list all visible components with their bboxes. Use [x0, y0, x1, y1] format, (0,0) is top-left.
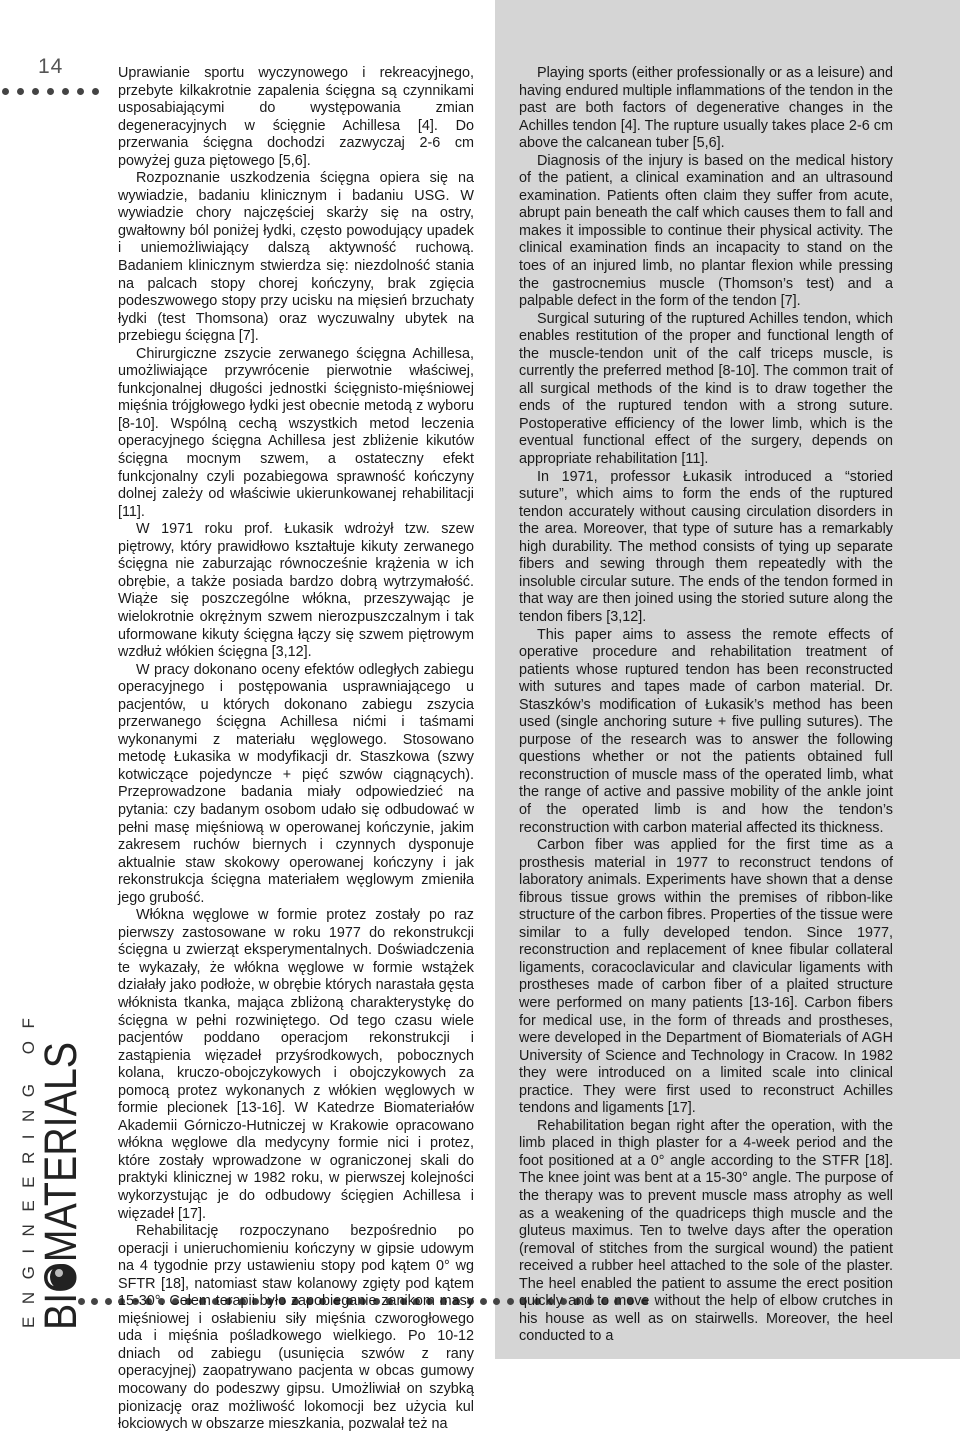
paragraph: Uprawianie sportu wyczynowego i rekreacyjnego, przebyte kilkakrotnie zapalenia ścięgna są czynnikami usposabiającymi do występowania zmian degeneracyjnych w ścięgnie Achillesa [4]. Do przerwania ścięgna dochodzi zazwyczaj 2-6 cm powyżej guza piętowego [5,6].: [118, 65, 474, 169]
paragraph: Chirurgiczne zszycie zerwanego ścięgna Achillesa, umożliwiające przywrócenie pierwotnie właściwej, funkcjonalnej długości jednostki ścięgnisto-mięśniowej mięśnia trójgłowego łydki jest obecnie metodą z wyboru [8-10]. Wspólną cechą wszystkich metod leczenia operacyjnego ścięgna Achillesa jest zbliżenie kikutów ścięgna mocnym szwem, a ostateczny efekt funkcjonalny czyli pozabiegowa sprawność kończyny dolnej zależy od właściwie ukierunkowanej rehabilitacji [11].: [118, 345, 474, 520]
decorative-dot: [32, 88, 39, 95]
english-text-column: [519, 65, 893, 1346]
paragraph: Carbon fiber was applied for the first time as a prosthesis material in 1977 to reconstruct tendons of laboratory animals. Experiments have shown that a dense fibrous tissue grows within the premises of ribbon-like structure of the carbon fibres. Properties of the tissue were similar to a fully developed tendon. Since 1977, reconstruction and replacement of knee fibular collateral ligaments, coracoclavicular and clavicular ligaments with prostheses made of carbon fiber of a plaited structure were performed on many patients [13-16]. Carbon fibers for medical use, in the form of threads and prostheses, were developed in the Department of Biomaterials of AGH University of Science and Technology in Cracow. In 1982 they were introduced on a limited scale into clinical practice. They were first used to reconstruct Achilles tendons and ligaments [17].: [519, 837, 893, 1117]
decorative-dot: [480, 1298, 487, 1305]
paragraph: This paper aims to assess the remote effects of operative procedure and rehabilitation treatment of patients whose ruptured tendon has been reconstructed with sutures and tapes made of carbon material. Dr. Staszków’s modification of Łukasik’s method has been used (single anchoring suture + five pulling sutures). The purpose of the research was to answer the following questions whether or not the patients obtained full reconstruction of muscle mass of the operated limb, what the range of active and passive mobility of the ankle joint of the operated limb is and how the tendon’s reconstruction with carbon material affected its thickness.: [519, 626, 893, 836]
decorative-dot: [47, 88, 54, 95]
decorative-dot: [493, 1298, 500, 1305]
journal-logo: [14, 1000, 86, 1330]
paragraph: Playing sports (either professionally or as a leisure) and having endured multiple inflammations of the tendon in the past are both factors of degenerative changes in the Achilles tendon [4]. The rupture usually takes place 2-6 cm above the calcanean tuber [5,6].: [519, 65, 893, 152]
paragraph: Diagnosis of the injury is based on the medical history of the patient, a clinical examination and an ultrasound examination. Patients often claim they suffer from acute, abrupt pain beneath the calf which causes them to fall and makes it impossible to continue their physical activity. The clinical examination finds an incapacity to stand on the toes of an injured limb, no plantar flexion while pressing the gastrocnemius muscle (Thomson’s test) and a palpable defect in the form of the tendon [7].: [519, 152, 893, 310]
paragraph: W 1971 roku prof. Łukasik wdrożył tzw. szew piętrowy, który prawidłowo kształtuje kikuty zerwanego ścięgna nie zaburzając równocześnie krążenia w ich obrębie, a także posiada bardzo dobrą wytrzymałość. Wiąże się poszczególne włókna, przeszywając je wielokrotnie okrężnym szwem nierozpuszczalnym i tak uformowane kikuty ścięgna łączy się szwem piętrowym wzdłuż włókien ścięgna [3,12].: [118, 521, 474, 661]
decorative-dot: [105, 1298, 112, 1305]
paragraph: W pracy dokonano oceny efektów odległych zabiegu operacyjnego i postępowania usprawniającego u pacjentów, u których dokonano zabiegu zszycia przerwanego ścięgna Achillesa nićmi i taśmami wykonanymi z materiału węglowego. Stosowano metodę Łukasika w modyfikacji dr. Staszkowa (szwy kotwiczące pojedyncze + pięć szwów ciągnących). Przeprowadzone badania miały odpowiedzieć na pytania: czy badanym osobom udało się odbudować w pełni masę mięśniową w operowanej kończynie, jakim zakresem ruchów biernych i czynnych dysponuje aktualnie staw skokowy operowanej kończyny i jak rekonstrukcja ścięgna materiałem węglowym zmieniła jego grubość.: [118, 661, 474, 906]
paragraph: Rozpoznanie uszkodzenia ścięgna opiera się na wywiadzie, badaniu klinicznym i badaniu USG. W wywiadzie chory najczęściej skarży się na ostry, gwałtowny ból poniżej łydki, często powodujący upadek i uniemożliwiający dalszą aktywność ruchową. Badaniem klinicznym stwierdza się: niezdolność stania na palcach stopy chorej kończyny, brak zgięcia podeszwowego stopy przy ucisku na mięsień brzuchaty łydki (test Thomsona) oraz wyczuwalny ubytek na przebiegu ścięgna [7].: [118, 170, 474, 345]
polish-text-column: [118, 65, 474, 1434]
paragraph: Surgical suturing of the ruptured Achilles tendon, which enables restitution of the proper and functional length of the muscle-tendon unit of the calf triceps muscle, is currently the preferred method [8-10]. The common trait of all surgical methods of the kind is to draw together the ends of the ruptured tendon with a strong suture. Postoperative efficiency of the lower limb, which is the eventual functional effect of the surgery, depends on appropriate rehabilitation [11].: [519, 310, 893, 468]
decorative-dot: [17, 88, 24, 95]
dot-row-top: [0, 88, 112, 98]
paragraph: In 1971, professor Łukasik introduced a “storied suture”, which aims to form the ends of the ruptured tendon accurately without causing circulation disorders in the area. Moreover, that type of suture has a remarkably high durability. The method consists of tying up separate fibers and sewing through them repeatedly with the insoluble circular suture. The ends of the tendon formed in that way are then joined using the storied suture along the tendon fibers [3,12].: [519, 468, 893, 625]
logo-top-text: ENGINEERING OF: [19, 1005, 38, 1328]
decorative-dot: [77, 88, 84, 95]
paragraph: Włókna węglowe w formie protez zostały po raz pierwszy zastosowane w roku 1977 do rekonstrukcji ścięgna u zwierząt eksperymentalnych. Doświadczenia te wykazały, że włókna węglowe w formie wstążek działały jako podłoże, w obrębie których narastała gęsta włóknista tkanka, mająca zbliżoną charakterystykę do ścięgna w pełni rozwiniętego. Od tego czasu wiele pacjentów poddano operacjom rekonstrukcji i zastąpienia więzadeł przyśrodkowych, pobocznych kolana, kruczo-obojczykowych i obojczykowych za pomocą protez wykonanych z włókien węglowych w formie plecionek [13-16]. W Katedrze Biomateriałów Akademii Górniczo-Hutniczej w Krakowie opracowano włókna węglowe dla medycyny formie nici i protez, które zostały wprowadzone w ograniczonej skali do praktyki klinicznej w 1982 roku, w pierwszej kolejności wykorzystując je do odbudowy ścięgien Achillesa i więzadeł [17].: [118, 907, 474, 1222]
decorative-dot: [2, 88, 9, 95]
decorative-dot: [507, 1298, 514, 1305]
logo-o-sphere: [50, 1264, 76, 1290]
paragraph: Rehabilitację rozpoczynano bezpośrednio po operacji i unieruchomieniu kończyny w gipsie udowym na 4 tygodnie przy ustawieniu stopy pod kątem 0° wg SFTR [18], natomiast staw kolanowy zgięty pod kątem 15-30°. Celem terapii było zapobieganie zanikom masy mięśniowej i osłabieniu siły mięśnia czworogłowego uda i mięśnia pośladkowego wielkiego. Po 10-12 dniach od zabiegu (usunięcia szwów z rany operacyjnej) zaopatrywano pacjenta w obcas gumowy mocowany do podeszwy gipsu. Umożliwiał on szybką pionizację oraz możliwość lokomocji bez użycia kul łokciowych w obszarze mieszkania, pozwalał też na: [118, 1223, 474, 1433]
page-number: 14: [38, 55, 64, 78]
paragraph: Rehabilitation began right after the operation, with the limb placed in thigh plaster for a 4-week period and the foot positioned at a 0° angle according to the STFR [18]. The knee joint was bent at a 15-30° angle. The purpose of the therapy was to prevent muscle mass atrophy as well as a weakening of the quadriceps thigh muscle and the gluteus maximus. Ten to twelve days after the operation (removal of stitches from the surgical wound) the patient received a rubber heel attached to the sole of the plaster. The heel enabled the patient to assume the erect position quickly and to move without the help of elbow crutches in his house as well as on stairwells. Moreover, the heel conducted to a: [519, 1117, 893, 1345]
decorative-dot: [92, 88, 99, 95]
decorative-dot: [62, 88, 69, 95]
logo-bottom-text: BIOMATERIALS: [35, 1000, 86, 1330]
decorative-dot: [91, 1298, 98, 1305]
